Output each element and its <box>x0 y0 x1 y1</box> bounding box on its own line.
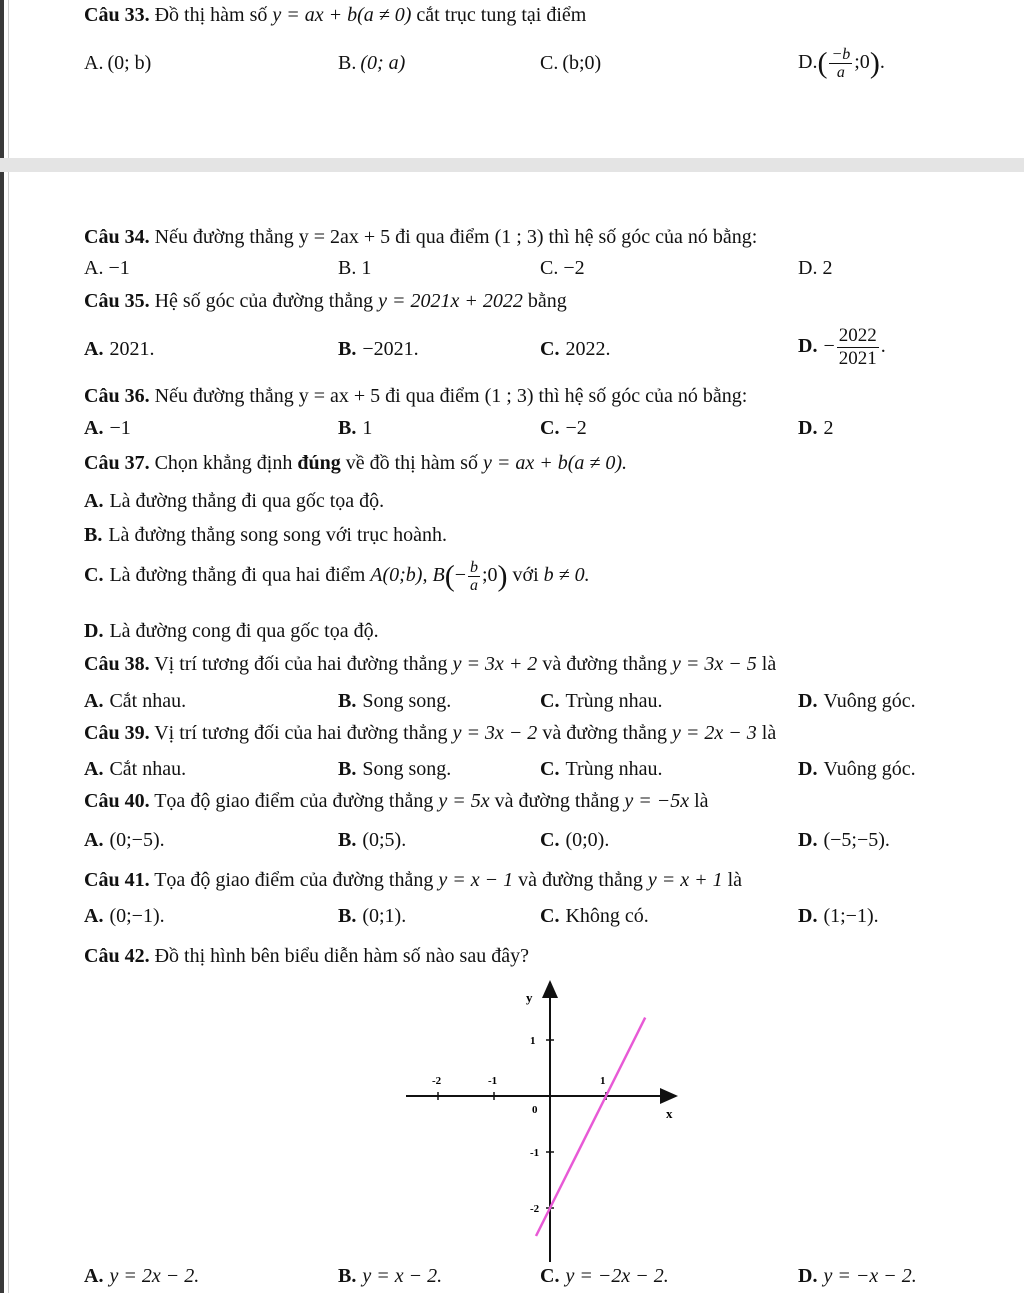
option-b: B. y = x − 2. <box>338 1265 443 1287</box>
question-text: Tọa độ giao điểm của đường thẳng <box>154 869 434 891</box>
question-text: và đường thẳng <box>542 653 668 675</box>
question-text: và đường thẳng <box>518 869 643 891</box>
option-b <box>338 52 405 75</box>
x-axis-label: x <box>666 1106 673 1121</box>
option-a: A. −1 <box>84 257 130 279</box>
option-a: A. Cắt nhau. <box>84 690 187 712</box>
question-text: Vị trí tương đối của hai đường thẳng <box>154 653 448 675</box>
function-line <box>536 1018 645 1236</box>
option-a: A. 2021. <box>84 338 155 360</box>
question-tail: là <box>761 722 777 744</box>
option-label: C. <box>540 52 559 74</box>
function-graph <box>398 972 688 1272</box>
origin-label: 0 <box>532 1104 538 1116</box>
option-c: C. Trùng nhau. <box>540 690 663 712</box>
option-c: C. (0;0). <box>540 829 610 851</box>
y-tick-label: -2 <box>530 1203 540 1215</box>
question-42 <box>84 945 529 968</box>
question-text: Đồ thị hình bên biểu diễn hàm số nào sau đây? <box>154 945 529 967</box>
option-c: C. Không có. <box>540 905 649 927</box>
question-34 <box>84 226 757 249</box>
question-text: Nếu đường thẳng y = ax + 5 đi qua điểm (1 ; 3) thì hệ số góc của nó bằng: <box>154 385 748 407</box>
question-tail: bằng <box>527 290 567 312</box>
question-text: Vị trí tương đối của hai đường thẳng <box>154 722 448 744</box>
section-divider <box>0 158 1024 172</box>
x-tick-label: -1 <box>488 1075 498 1087</box>
x-tick-label: 1 <box>600 1075 606 1087</box>
question-39 <box>84 722 776 745</box>
option-b: B. 1 <box>338 257 372 279</box>
question-label: Câu 41. <box>84 869 150 891</box>
question-40 <box>84 790 709 813</box>
formula: y = ax + b(a ≠ 0) <box>272 4 412 26</box>
option-d: D. Vuông góc. <box>798 690 916 712</box>
option-d: D. y = −x − 2. <box>798 1265 917 1287</box>
question-41 <box>84 869 742 892</box>
option-b: B. (0;1). <box>338 905 407 927</box>
option-d: D.( $\frac{-b}{a}$ ;0). <box>798 46 885 81</box>
question-label: Câu 33. <box>84 4 150 26</box>
option-b: B. 1 <box>338 417 373 439</box>
option-c: C. −2 <box>540 417 587 439</box>
formula: y = 3x − 2 <box>452 722 538 744</box>
y-tick-label: 1 <box>530 1035 536 1047</box>
option-text: (0; b) <box>107 52 152 74</box>
formula: y = ax + b(a ≠ 0). <box>482 452 627 474</box>
option-d: D. − $\frac{2022}{2021}$ . <box>798 325 886 369</box>
question-tail: là <box>694 790 709 812</box>
question-text: Nếu đường thẳng y = 2ax + 5 đi qua điểm (1 ; 3) thì hệ số góc của nó bằng: <box>154 226 758 248</box>
axis-ticks <box>438 1040 606 1208</box>
formula: y = 2021x + 2022 <box>378 290 523 312</box>
question-text: Đồ thị hàm số <box>154 4 268 26</box>
option-a <box>84 52 151 75</box>
option-c: C. Trùng nhau. <box>540 758 663 780</box>
question-text: Tọa độ giao điểm của đường thẳng <box>154 790 434 812</box>
formula: y = x − 1 <box>438 869 514 891</box>
option-a: A. Cắt nhau. <box>84 758 187 780</box>
option-c: C. Là đường thẳng đi qua hai điểm A(0;b), B(− $\frac{b}{a}$ ;0) với b ≠ 0. <box>84 559 590 594</box>
option-d: D. Là đường cong đi qua gốc tọa độ. <box>84 620 379 642</box>
option-a: A. Là đường thẳng đi qua gốc tọa độ. <box>84 490 385 512</box>
option-d: D. (−5;−5). <box>798 829 890 851</box>
option-c <box>540 52 601 75</box>
question-36 <box>84 385 747 408</box>
option-c: C. 2022. <box>540 338 611 360</box>
option-b: B. Song song. <box>338 758 452 780</box>
page-left-border-inner <box>8 0 9 1293</box>
option-b: B. Song song. <box>338 690 452 712</box>
y-axis-label: y <box>526 990 533 1005</box>
question-text: và đường thẳng <box>542 722 668 744</box>
option-a: A. y = 2x − 2. <box>84 1265 200 1287</box>
question-label: Câu 36. <box>84 385 150 407</box>
formula: y = 3x + 2 <box>452 653 538 675</box>
option-label: A. <box>84 52 104 74</box>
question-33 <box>84 4 586 27</box>
question-38 <box>84 653 776 676</box>
option-d: D. 2 <box>798 257 833 279</box>
option-a: A. (0;−5). <box>84 829 165 851</box>
option-c: C. −2 <box>540 257 585 279</box>
question-37 <box>84 452 627 475</box>
option-label: D. <box>798 51 818 74</box>
emphasis: đúng <box>297 452 341 474</box>
fraction: $\frac{-b}{a}$ <box>831 46 851 81</box>
option-text: (b;0) <box>562 52 602 74</box>
option-d: D. (1;−1). <box>798 905 879 927</box>
question-text: Chọn khẳng định <box>154 452 293 474</box>
question-text: và đường thẳng <box>494 790 620 812</box>
fraction: $\frac{b}{a}$ <box>469 559 478 594</box>
question-35 <box>84 290 567 313</box>
question-label: Câu 35. <box>84 290 150 312</box>
formula: y = 2x − 3 <box>672 722 757 744</box>
question-tail: là <box>761 653 777 675</box>
question-text: Hệ số góc của đường thẳng <box>154 290 374 312</box>
formula: y = 5x <box>438 790 490 812</box>
y-tick-label: -1 <box>530 1147 540 1159</box>
question-label: Câu 37. <box>84 452 150 474</box>
question-label: Câu 39. <box>84 722 150 744</box>
option-a: A. −1 <box>84 417 131 439</box>
question-tail: là <box>727 869 743 891</box>
fraction: $\frac{2022}{2021}$ <box>838 325 877 369</box>
option-b: B. −2021. <box>338 338 419 360</box>
page-left-border <box>0 0 4 1293</box>
option-b: B. (0;5). <box>338 829 407 851</box>
question-tail: cắt trục tung tại điểm <box>416 4 587 26</box>
formula: y = −5x <box>624 790 690 812</box>
option-text: (0; a) <box>360 52 406 74</box>
option-b: B. Là đường thẳng song song với trục hoành. <box>84 524 447 546</box>
option-c: C. y = −2x − 2. <box>540 1265 669 1287</box>
formula: y = 3x − 5 <box>672 653 757 675</box>
formula: y = x + 1 <box>647 869 723 891</box>
option-text: ;0 <box>854 51 870 74</box>
x-tick-label: -2 <box>432 1075 442 1087</box>
option-d: D. 2 <box>798 417 834 439</box>
option-a: A. (0;−1). <box>84 905 165 927</box>
question-text: về đồ thị hàm số <box>345 452 478 474</box>
question-label: Câu 38. <box>84 653 150 675</box>
question-label: Câu 40. <box>84 790 150 812</box>
question-label: Câu 34. <box>84 226 150 248</box>
option-d: D. Vuông góc. <box>798 758 916 780</box>
question-label: Câu 42. <box>84 945 150 967</box>
option-label: B. <box>338 52 357 74</box>
